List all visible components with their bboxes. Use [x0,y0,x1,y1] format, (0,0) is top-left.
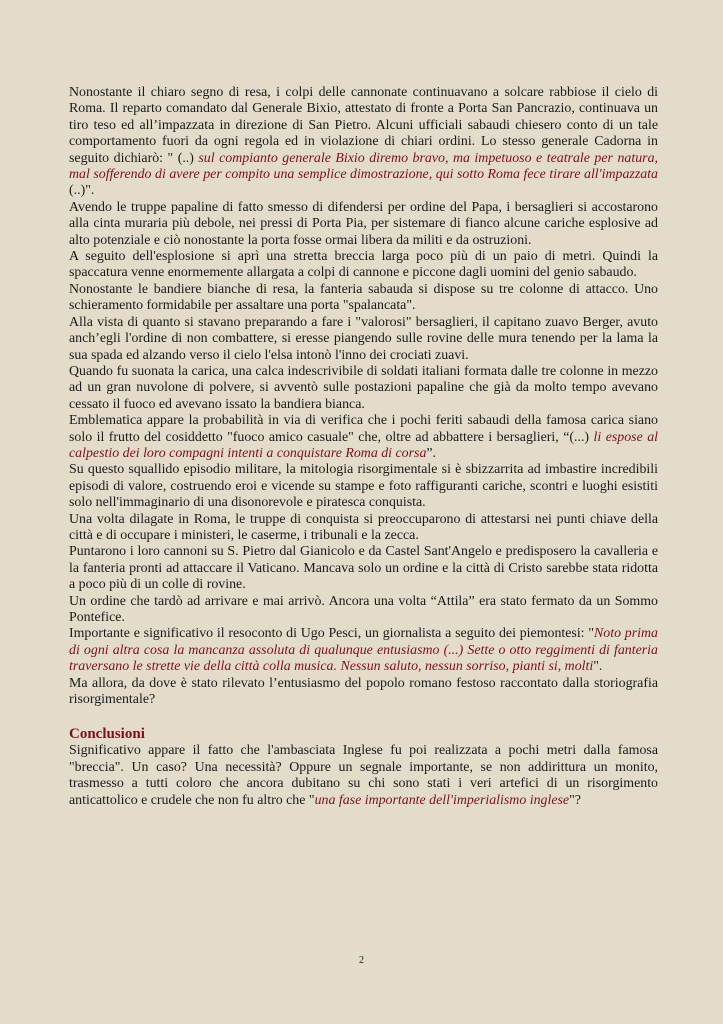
conclusion-paragraph [69,743,658,809]
paragraph: Quando fu suonata la carica, una calca indescrivibile di soldati italiani formata dalle tre colonne in mezzo ad un gran nuvolone di polvere, si avventò sulle postazioni papaline che già da molto tempo avevano cessato il fuoco ed avevano issato la bandiera bianca. [69,363,658,412]
paragraph [69,413,658,462]
paragraph-text: Significativo appare il fatto che l'ambasciata Inglese fu poi realizzata a pochi metri dalla famosa "breccia". Un caso? Una necessità? Oppure un segnale importante, se non addirittura un monito, trasmesso a tutti coloro che ancora dubitano su chi sono stati i veri artefici di un risorgimento anticattolico e crudele che non fu altro che " [69,743,658,808]
paragraph [69,85,658,200]
document-body [69,85,658,809]
paragraph: Nonostante le bandiere bianche di resa, la fanteria sabauda si dispose su tre colonne di attacco. Uno schieramento formidabile per assaltare una porta "spalancata". [69,281,658,314]
quote-text: sul compianto generale Bixio diremo bravo, ma impetuoso e teatrale per natura, mal sofferendo di avere per compito una semplice dimostrazione, qui sotto Roma fece tirare all'impazzata [69,150,658,183]
paragraph: Una volta dilagate in Roma, le truppe di conquista si preoccuparono di attestarsi nei punti chiave della città e di occupare i ministeri, le caserme, i tribunali e la zecca. [69,511,658,543]
paragraph: Su questo squallido episodio militare, la mitologia risorgimentale si è sbizzarrita ad imbastire incredibili episodi di valore, costruendo eroi e vicende su stampe e foto raffiguranti cariche, scontri e luoghi esistiti solo nell'immaginario di una disonorevole e piratesca conquista. [69,462,658,511]
paragraph-text: Emblematica appare la probabilità in via di verifica che i pochi feriti sabaudi della famosa carica siano solo il frutto del cosiddetto "fuoco amico casuale" che, oltre ad abbattere i bersaglieri, “(...) [69,413,658,445]
paragraph-text: ”. [426,445,437,461]
quote-text: una fase importante dell'imperialismo inglese [314,792,570,808]
paragraph-text: ". [593,659,603,675]
section-heading-conclusioni: Conclusioni [69,726,145,743]
paragraph: Alla vista di quanto si stavano preparando a fare i "valorosi" bersaglieri, il capitano zuavo Berger, avuto anch’egli l'ordine di non combattere, si eresse piangendo sulle rovine delle mura tenendo per la lama la sua spada ed alzando verso il cielo l'elsa intonò l'inno dei crociati zuavi. [69,314,658,363]
paragraph: Un ordine che tardò ad arrivare e mai arrivò. Ancora una volta “Attila” era stato fermato da un Sommo Pontefice. [69,593,658,625]
paragraph: Puntarono i loro cannoni su S. Pietro dal Gianicolo e da Castel Sant'Angelo e predisposero la cavalleria e la fanteria pronti ad attaccare il Vaticano. Mancava solo un ordine e la città di Cristo sarebbe stata ridotta a poco più di un colle di rovine. [69,544,658,593]
quote-text: Noto prima di ogni altra cosa la mancanza assoluta di qualunque entusiasmo (...) Sette o otto reggimenti di fanteria traversano le strette vie della città colla musica. Nessun saluto, nessun sorriso, pianti si, molti [69,626,658,675]
paragraph: Avendo le truppe papaline di fatto smesso di difendersi per ordine del Papa, i bersaglieri si accostarono alla cinta muraria più debole, nei pressi di Porta Pia, per sistemare di fianco alcune cariche esplosive ad alto potenziale e ciò nonostante la porta fosse ormai libera da militi e da ostruzioni. [69,199,658,248]
quote-text: li espose al calpestio dei loro compagni intenti a conquistare Roma di corsa [69,429,658,461]
page-number: 2 [359,955,364,966]
paragraph-text: "? [569,792,581,808]
paragraph-text: Importante e significativo il resoconto di Ugo Pesci, un giornalista a seguito dei piemontesi: " [69,626,594,642]
paragraph-text: Nonostante il chiaro segno di resa, i colpi delle cannonate continuavano a solcare rabbiose il cielo di Roma. Il reparto comandato dal Generale Bixio, attestato di fronte a Porta San Pancrazio, continuava un tiro teso ed all’impazzata in direzione di San Pietro. Alcuni ufficiali sabaudi chiesero conto di un tale comportamento fuori da ogni regola ed in violazione di chiari ordini. Lo stesso generale Cadorna in seguito dichiarò: " (..) [69,85,658,166]
paragraph: Ma allora, da dove è stato rilevato l’entusiasmo del popolo romano festoso raccontato dalla storiografia risorgimentale? [69,675,658,708]
paragraph [69,626,658,675]
paragraph: A seguito dell'esplosione si aprì una stretta breccia larga poco più di un paio di metri. Quindi la spaccatura venne enormemente allargata a colpi di cannone e piccone dagli uomini del genio sabaudo. [69,249,658,281]
paragraph-text: (..)". [69,183,95,199]
